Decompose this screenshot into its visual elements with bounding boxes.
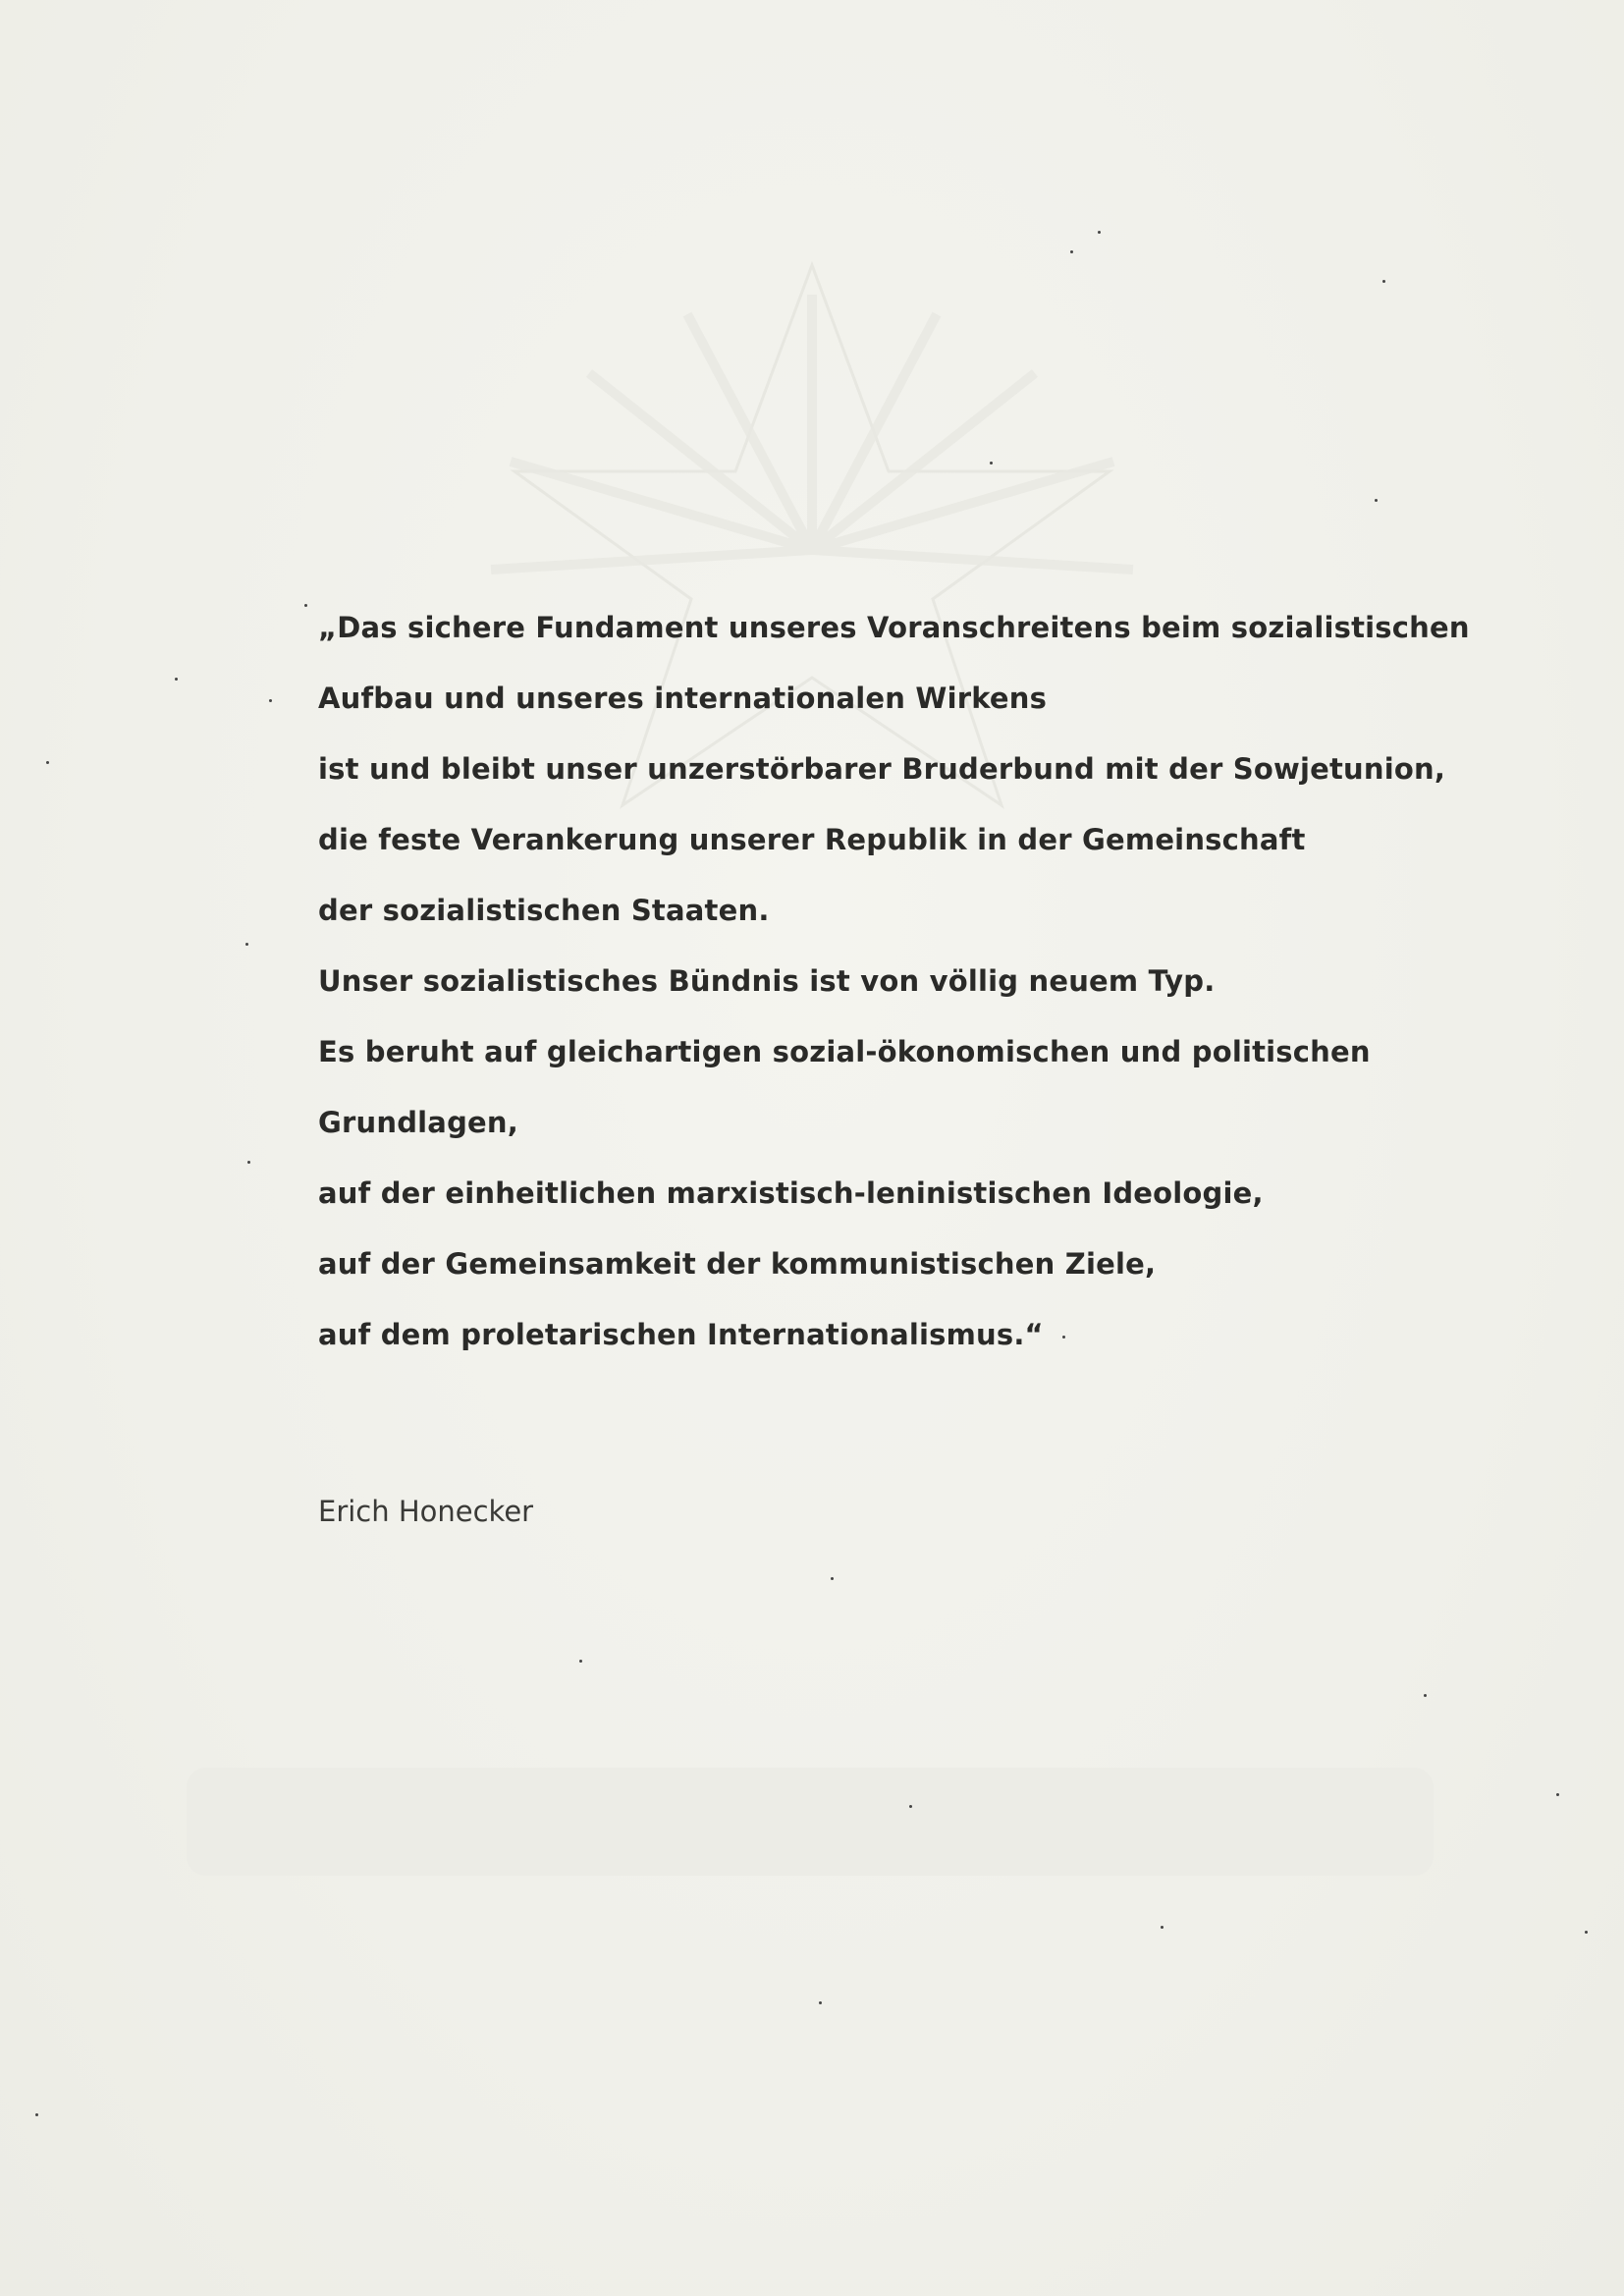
speck — [1375, 499, 1378, 502]
speck — [247, 1161, 250, 1164]
quote-line-11: auf dem proletarischen Internationalismus.“ — [318, 1318, 1044, 1351]
speck — [35, 2113, 38, 2116]
speck — [1070, 250, 1073, 253]
speck — [831, 1577, 834, 1580]
quote-line-7: Es beruht auf gleichartigen sozial-ökonomischen und politischen — [318, 1035, 1371, 1068]
speck — [990, 462, 993, 465]
quote-line-10: auf der Gemeinsamkeit der kommunistischen Ziele, — [318, 1247, 1157, 1281]
speck — [269, 699, 272, 702]
speck — [1556, 1793, 1559, 1796]
speck — [1098, 231, 1101, 234]
quote-line-3: ist und bleibt unser unzerstörbarer Bruderbund mit der Sowjetunion, — [318, 752, 1446, 786]
speck — [819, 2001, 822, 2004]
quote-line-5: der sozialistischen Staaten. — [318, 894, 770, 927]
speck — [909, 1805, 912, 1808]
quote-text-block — [318, 604, 1470, 1382]
quote-line-1: „Das sichere Fundament unseres Voranschreitens beim sozialistischen — [318, 611, 1470, 644]
speck — [1062, 1336, 1065, 1339]
speck — [1585, 1931, 1588, 1934]
quote-line-4: die feste Verankerung unserer Republik in der Gemeinschaft — [318, 823, 1306, 856]
quote-line-2: Aufbau und unseres internationalen Wirkens — [318, 682, 1048, 715]
speck — [46, 761, 49, 764]
speck — [245, 943, 248, 946]
speck — [304, 604, 307, 607]
speck — [175, 678, 178, 681]
speck — [1382, 280, 1385, 283]
quote-line-9: auf der einheitlichen marxistisch-leninistischen Ideologie, — [318, 1176, 1264, 1210]
speck — [1161, 1926, 1164, 1929]
speck — [1424, 1694, 1427, 1697]
quote-author: Erich Honecker — [318, 1495, 534, 1528]
quote-line-8: Grundlagen, — [318, 1106, 518, 1139]
quote-line-6: Unser sozialistisches Bündnis ist von völlig neuem Typ. — [318, 964, 1216, 998]
speck — [579, 1660, 582, 1663]
